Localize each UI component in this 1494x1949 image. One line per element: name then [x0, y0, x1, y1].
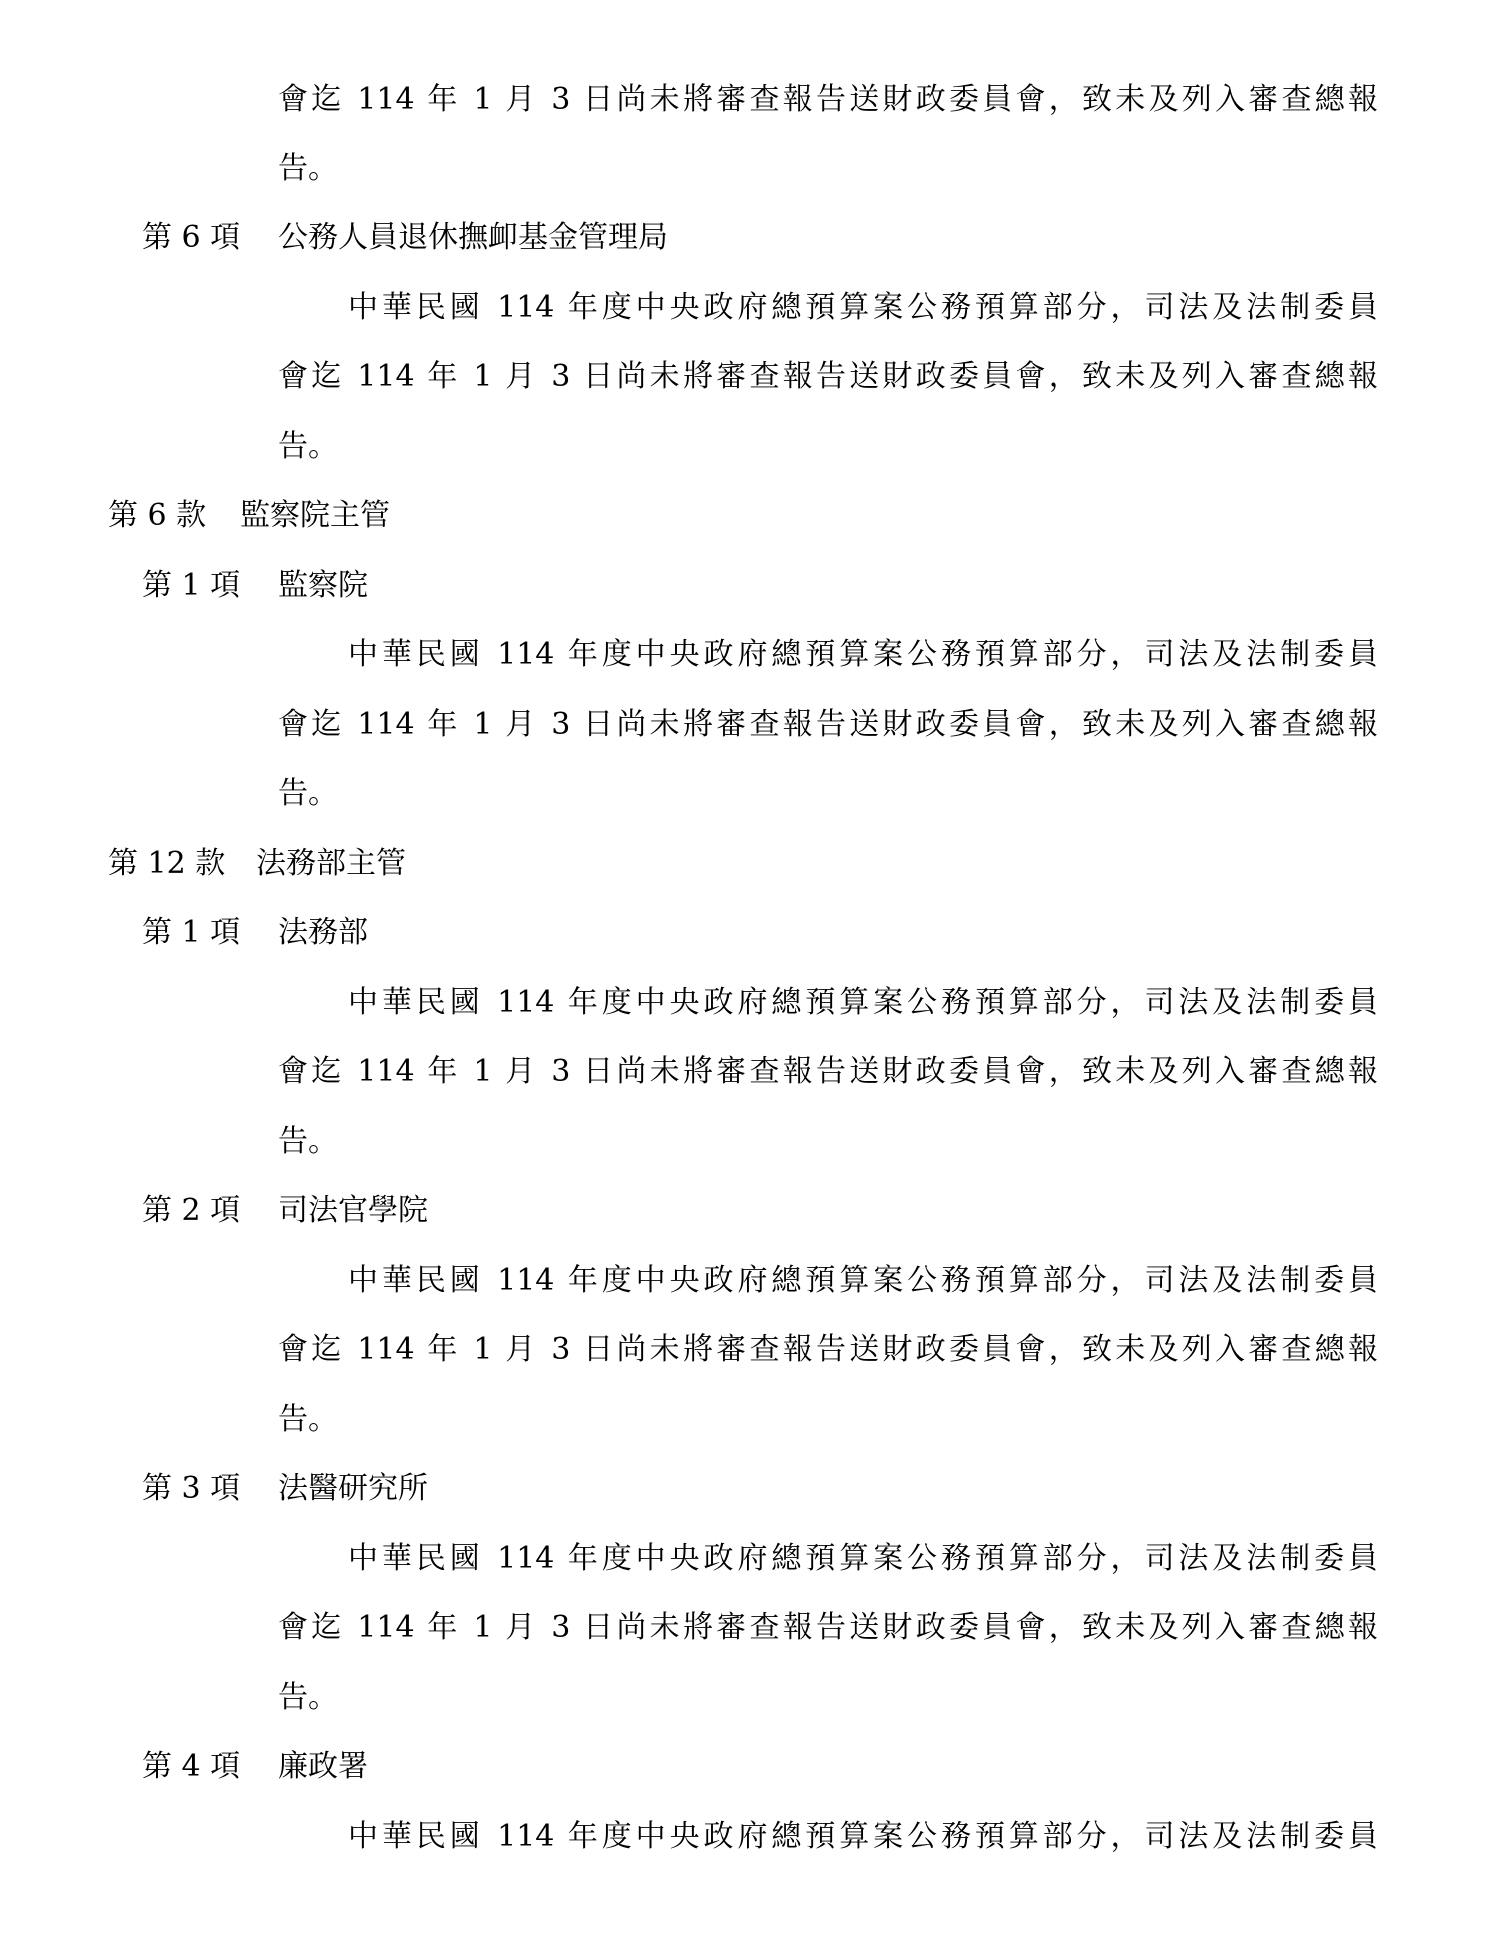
heading-title: 法醫研究所	[278, 1471, 428, 1506]
heading-title: 監察院	[278, 568, 368, 603]
body-line: 會迄 114 年 1 月 3 日尚未將審查報告送財政委員會，致未及列入審查總報	[278, 707, 1378, 742]
heading-label: 第 2 項	[142, 1193, 241, 1228]
body-line: 會迄 114 年 1 月 3 日尚未將審查報告送財政委員會，致未及列入審查總報	[278, 1332, 1378, 1367]
body-line: 中華民國 114 年度中央政府總預算案公務預算部分，司法及法制委員	[348, 637, 1378, 672]
heading-label: 第 1 項	[142, 568, 241, 603]
body-line: 中華民國 114 年度中央政府總預算案公務預算部分，司法及法制委員	[348, 290, 1378, 325]
heading-title: 法務部	[278, 915, 368, 950]
section-heading-item	[142, 1191, 428, 1231]
body-line: 中華民國 114 年度中央政府總預算案公務預算部分，司法及法制委員	[348, 1819, 1378, 1854]
heading-label: 第 12 款	[108, 846, 226, 881]
section-heading-item	[142, 913, 368, 953]
body-line: 告。	[278, 1124, 338, 1159]
body-line: 告。	[278, 151, 338, 186]
body-line: 中華民國 114 年度中央政府總預算案公務預算部分，司法及法制委員	[348, 1263, 1378, 1298]
heading-label: 第 4 項	[142, 1749, 241, 1784]
section-heading-item	[142, 1469, 428, 1509]
body-line: 中華民國 114 年度中央政府總預算案公務預算部分，司法及法制委員	[348, 1541, 1378, 1576]
heading-title: 監察院主管	[240, 498, 390, 533]
heading-title: 法務部主管	[256, 846, 406, 881]
heading-title: 廉政署	[278, 1749, 368, 1784]
section-heading-item	[142, 566, 368, 606]
body-line: 告。	[278, 1680, 338, 1715]
heading-label: 第 6 項	[142, 220, 241, 255]
heading-title: 公務人員退休撫卹基金管理局	[278, 220, 668, 255]
body-line: 會迄 114 年 1 月 3 日尚未將審查報告送財政委員會，致未及列入審查總報	[278, 1054, 1378, 1089]
body-line: 告。	[278, 1402, 338, 1437]
section-heading-category	[108, 844, 406, 884]
heading-label: 第 1 項	[142, 915, 241, 950]
heading-title: 司法官學院	[278, 1193, 428, 1228]
section-heading-item	[142, 1747, 368, 1787]
body-line: 會迄 114 年 1 月 3 日尚未將審查報告送財政委員會，致未及列入審查總報	[278, 82, 1378, 117]
body-line: 告。	[278, 429, 338, 464]
section-heading-item	[142, 218, 668, 258]
body-line: 告。	[278, 776, 338, 811]
heading-label: 第 3 項	[142, 1471, 241, 1506]
body-line: 會迄 114 年 1 月 3 日尚未將審查報告送財政委員會，致未及列入審查總報	[278, 1610, 1378, 1645]
body-line: 中華民國 114 年度中央政府總預算案公務預算部分，司法及法制委員	[348, 985, 1378, 1020]
heading-label: 第 6 款	[108, 498, 207, 533]
section-heading-category	[108, 496, 390, 536]
body-line: 會迄 114 年 1 月 3 日尚未將審查報告送財政委員會，致未及列入審查總報	[278, 359, 1378, 394]
